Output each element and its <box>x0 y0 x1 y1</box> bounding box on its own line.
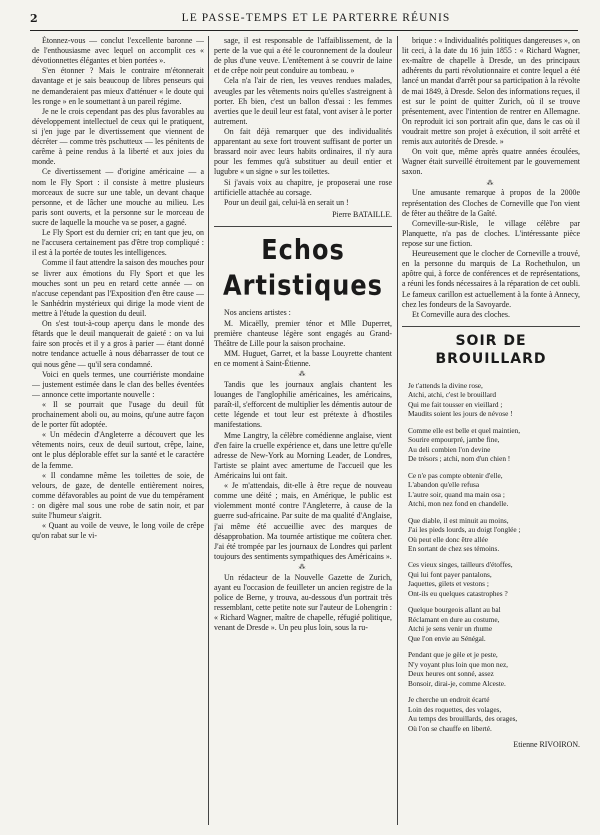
paragraph: Le Fly Sport est du dernier cri; en tant que jeu, on ne l'accusera certainement pas d'être trop compliqué : il est à la portée de toutes les intelligences. <box>32 228 204 258</box>
chronicle-continuation <box>214 36 392 208</box>
poem-line: Atchi, atchi, c'est le brouillard <box>408 390 497 400</box>
paragraph: Voici en quels termes, une courriériste mondaine — justement estimée dans le clan des belles éventées — annonce cette importante nouvelle : <box>32 369 204 399</box>
poem-stanza <box>408 650 580 688</box>
poem-line: Deux heures ont sonné, assez <box>408 669 494 679</box>
echos-artistiques-body <box>214 308 392 633</box>
poem-line: Où peut elle donc être allée <box>408 534 489 544</box>
running-title: LE PASSE-TEMPS ET LE PARTERRE RÉUNIS <box>181 12 451 24</box>
poem-line: Au deli combien l'on devine <box>408 444 491 454</box>
paragraph: « Un médecin d'Angleterre a découvert que les vêtements noirs, ceux de deuil surtout, crêpe, laine, ont le plus déplorable effet sur la santé et le caractère de la femme. <box>32 430 204 470</box>
poem-stanza <box>408 426 580 464</box>
paragraph: M. Micaëlly, premier ténor et Mlle Duperret, première chanteuse légère sont engagés au Grand-Théâtre de Lille pour la saison prochaine. <box>214 318 392 348</box>
paragraph: brique : « Individualités politiques dangereuses », on lit ceci, à la date du 16 juin 1855 : « Richard Wagner, ex-maître de chapelle à Dresde, un des principaux adhérents du parti révolutionnaire et contre lequel a été lancé un mandat d'arrêt pour sa participation à la révolte de mai 1849, à Dresde. Selon des informations reçues, il est sur le point de quitter Zurich, où il se trouve présentement, avec l'intention de rentrer en Allemagne. On reproduit ici son portrait afin que, dans le cas où il voudrait mettre son projet à exécution, il soit arrêté et remis aux autorités de Dresde. » <box>402 36 580 147</box>
column-1 <box>32 36 204 827</box>
paragraph: Tandis que les journaux anglais chantent les louanges de l'anglophilie américaines, les américains, paraît-il, s'efforcent de multiplier les démentis autour de cette légende et tout leur est prétexte à d'hostiles manifestations. <box>214 380 392 430</box>
paragraph: « Il se pourrait que l'usage du deuil fût prochainement aboli ou, au moins, qu'une autre façon de le porter fût adoptée. <box>32 399 204 430</box>
paragraph: Comme il faut attendre la saison des mouches pour se livrer aux émotions du Fly Sport et que les mouches sont un peu en retard cette année — on n'accuse cependant pas l'Exposition d'en être cause — le Sanhédrin mystérieux qui dirige la mode vient de mettre à l'étude la question du deuil. <box>32 258 204 318</box>
stars-separator: ⁂ <box>486 178 496 187</box>
paragraph: S'en étonner ? Mais le contraire m'étonnerait davantage et je sais beaucoup de libres penseurs qui ne demanderaient pas mieux d'atténuer « le doute qui les ronge » en le soumettant à un pareil régime. <box>32 66 204 106</box>
paragraph: Ce divertissement — d'origine américaine — a nom le Fly Sport : il consiste à mettre plusieurs morceaux de sucre sur une table, un devant chaque personne, et de lâcher une mouche au milieu. Les paris sont ouverts, et la personne sur le morceau de sucre de laquelle la mouche va se poser, a gagné. <box>32 167 204 227</box>
poem-stanza <box>408 560 580 598</box>
paragraph: sage, il est responsable de l'affaiblissement, de la perte de la vue qui a été le couronnement de la douleur de plus d'une veuve. L'entêtement à se couvrir de laine et de crêpe noir peut conduire au tombeau. » <box>214 36 392 76</box>
poem-line: L'abandon qu'elle refusa <box>408 480 480 490</box>
stars-separator: ⁂ <box>298 370 308 379</box>
chronicle-signature: Pierre BATAILLE. <box>332 209 392 219</box>
poem-line: Pendant que je gèle et je peste, <box>408 650 498 660</box>
poem-line: Atchi, mon nez fond en chandelle. <box>408 499 509 509</box>
paragraph: « Quant au voile de veuve, le long voile de crêpe qu'on rabat sur le vi- <box>32 521 204 541</box>
poem-line: Qui lui font payer pantalons, <box>408 569 492 579</box>
paragraph: Et Corneville aura des cloches. <box>412 309 510 319</box>
poem-signature: Etienne RIVOIRON. <box>513 740 580 750</box>
column-3 <box>402 36 580 827</box>
paragraph: Cela n'a l'air de rien, les veuves rendues malades, aveugles par les vêtements noirs qu'elles s'astreignent à porter. Eh bien, c'est un ballon d'essai : les femmes averties que le deuil leur est fatal, vont aviser à le porter autrement. <box>214 76 392 126</box>
column-divider <box>208 36 209 825</box>
paragraph: Un rédacteur de la Nouvelle Gazette de Zurich, ayant eu l'occasion de feuilleter un ancien registre de la police de Berne, y trouva, au-dessous d'un portrait très ressemblant, cette petite note sur l'auteur de Lohengrin : « Richard Wagner, maître de chapelle, réfugié politique, venant de Dresde ». Un peu plus loin, sous la ru- <box>214 572 392 633</box>
poem-stanza <box>408 605 580 643</box>
section-rule <box>214 226 392 227</box>
header-rule <box>30 30 578 31</box>
paragraph: On s'est tout-à-coup aperçu dans le monde des fêtards que le deuil manquerait de gaieté : on va lui faire son procès et il y a gros à parier — étant donné notre tendance actuelle à nous débarrasser de tout ce qui nous gêne — qu'il sera condamné. <box>32 319 204 369</box>
paragraph: On fait déjà remarquer que des individualités apparentant au sexe fort trouvent suffisant de porter un brassard noir avec leurs habits ordinaires, il n'y aura pour les femmes qu'à substituer au deuil entier et lugubre « un signe » sur les toilettes. <box>214 126 392 177</box>
paragraph: Corneville-sur-Risle, le village célèbre par Planquette, n'a pas de cloches. L'intéressante pièce repose sur une fiction. <box>402 218 580 249</box>
poem <box>408 381 580 734</box>
poem-line: Atchi je sens venir un rhume <box>408 624 493 634</box>
poem-stanza <box>408 471 580 509</box>
paragraph: Étonnez-vous — conclut l'excellente baronne — de l'enthousiasme avec lequel on accomplit ces « dévotionnettes élégantes et bien portées ». <box>32 36 204 66</box>
poem-line: Ont-ils eu quelques catastrophes ? <box>408 588 508 598</box>
paragraph: Heureusement que le clocher de Corneville a trouvé, en la personne du marquis de La Rochethulon, un apôtre qui, à force de conférences et de représentations, a réuni les fonds nécessaires à la réparation de cet oubli. Le fameux carillon est actuellement à la fonte à Annecy, chez les fondeurs de la Savoyarde. <box>402 249 580 309</box>
echos-continuation <box>402 36 580 320</box>
poem-stanza <box>408 516 580 554</box>
paragraph: On voit que, même après quatre années écoulées, Wagner était surveillé étroitement par le gouvernement saxon. <box>402 147 580 177</box>
poem-line: Où l'on se chauffe en liberté. <box>408 723 492 733</box>
poem-line: Je t'attends la divine rose, <box>408 380 483 390</box>
poem-title: SOIR DE BROUILLARD <box>435 332 547 367</box>
poem-line: Qui me fait tousser en vieillard ; <box>408 399 503 409</box>
poem-line: L'autre soir, quand ma main osa ; <box>408 489 505 499</box>
paragraph: Si j'avais voix au chapitre, je proposerai une rose artificielle attachée au corsage. <box>214 177 392 197</box>
paragraph: « Je m'attendais, dit-elle à être reçue de nouveau comme une déité ; mais, en Amérique, le public est violemment monté contre l'Angleterre, à cause de la guerre sud-africaine. Par suite de ma qualité d'Anglaise, j'ai même été accueillie avec des marques de désapprobation. Ma tournée artistique me coûtera cher. J'ai été trompée par les journaux de Londres qui parlent toujours des sentiments sympathiques des Américains ». <box>214 481 392 561</box>
page-header <box>30 9 578 27</box>
page-number: 2 <box>30 11 38 25</box>
paragraph: Nos anciens artistes : <box>224 308 291 318</box>
poem-line: De trésors ; atchi, nom d'un chien ! <box>408 454 511 464</box>
paragraph: MM. Huguet, Garret, et la basse Louyrette chantent en ce moment à Saint-Étienne. <box>214 348 392 368</box>
poem-line: Jaquettes, gilets et vestons ; <box>408 579 489 589</box>
poem-line: Je cherche un endroit écarté <box>408 695 490 705</box>
paragraph: « Il condamne même les toilettes de soie, de velours, de gaze, de dentelle entièrement noires, comme défavorables au point de vue du tempérament : on digère mal sous une robe de satin noir, et par suite l'humeur s'aigrit. <box>32 470 204 521</box>
poem-stanza <box>408 695 580 733</box>
poem-line: Loin des roquettes, des volages, <box>408 704 502 714</box>
column-divider <box>397 36 398 825</box>
column-2 <box>214 36 392 827</box>
poem-line: En sortant de chez ses témoins. <box>408 543 500 553</box>
poem-line: Bonsoir, dirai-je, comme Alceste. <box>408 678 506 688</box>
poem-line: Que l'on envie au Sénégal. <box>408 633 486 643</box>
section-rule <box>402 326 580 327</box>
paragraph: Une amusante remarque à propos de la 2000e représentation des Cloches de Corneville que l'on vient de fêter au théâtre de la Gaîté. <box>402 188 580 218</box>
poem-stanza <box>408 381 580 419</box>
poem-line: Ce n'e pas compte obtenir d'elle, <box>408 470 503 480</box>
echos-artistiques-heading: Echos Artistiques <box>223 233 383 302</box>
paragraph: Pour un deuil gai, celui-là en serait un ! <box>224 197 349 207</box>
poem-line: Quelque bourgeois allant au bal <box>408 605 501 615</box>
poem-line: Au temps des brouillards, des orages, <box>408 714 518 724</box>
poem-line: Maudits soient les jours de névose ! <box>408 409 513 419</box>
poem-line: Que diable, il est minuit au moins, <box>408 515 509 525</box>
poem-line: Sourire empourpré, jambe fine, <box>408 435 500 445</box>
poem-line: Ces vieux singes, tailleurs d'étoffes, <box>408 560 513 570</box>
poem-line: N'y voyant plus loin que mon nez, <box>408 659 509 669</box>
stars-separator: ⁂ <box>298 562 308 571</box>
poem-line: Comme elle est belle et quel maintien, <box>408 425 521 435</box>
poem-line: J'ai les pieds lourds, au doigt l'onglée ; <box>408 525 521 535</box>
paragraph: Je ne le crois cependant pas des plus favorables au développement intellectuel de ceux qui le pratiquent, si j'en juge par le divertissement que viennent de décréter — comme très pschutteux — les pénitents de carême à peine rendus à la liberté et aux joies du monde. <box>32 106 204 167</box>
poem-line: Réclamant en dure au costume, <box>408 614 500 624</box>
paragraph: Mme Langtry, la célèbre comédienne anglaise, vient d'en faire la cruelle expérience et, dans une lettre qu'elle adresse de New-York au Morning Leader, de Londres, l'artiste se plaint avec amertume de l'accueil que les Américains lui ont fait. <box>214 430 392 480</box>
